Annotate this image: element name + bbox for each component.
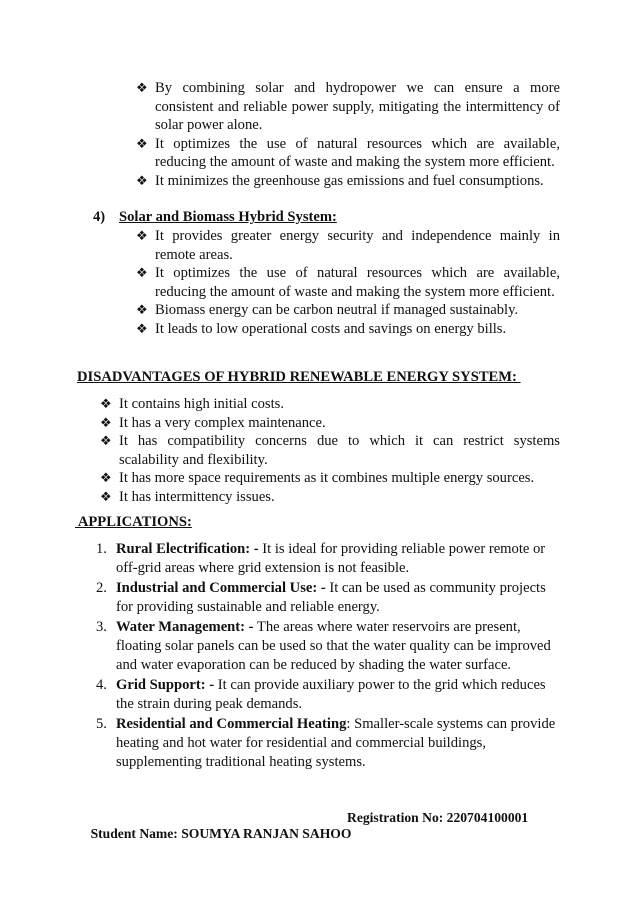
bullet-item	[136, 172, 560, 191]
bullet-text: It optimizes the use of natural resources which are available, reducing the amount of waste and making the system more efficient.	[155, 135, 560, 171]
item-text: : Smaller-scale systems can provide heating and hot water for residential and commercial buildings, supplementing traditional heating systems.	[116, 715, 556, 771]
bullet-diamond-icon: ❖	[136, 228, 148, 243]
bullet-diamond-icon: ❖	[136, 320, 148, 336]
bullet-text: It minimizes the greenhouse gas emissions and fuel consumptions.	[155, 172, 544, 189]
item-number: 5.	[96, 715, 107, 732]
subsection-heading	[93, 208, 337, 227]
bullet-text: It has compatibility concerns due to which it can restrict systems scalability and flexibility.	[119, 433, 560, 468]
item-number: 3.	[96, 618, 107, 635]
bullet-text: It has intermittency issues.	[119, 488, 275, 505]
bullet-diamond-icon: ❖	[136, 135, 148, 151]
bullet-text: It optimizes the use of natural resources which are available, reducing the amount of waste and making the system more efficient.	[155, 265, 560, 300]
applications-heading: APPLICATIONS:	[75, 514, 192, 530]
bullet-text: It provides greater energy security and independence mainly in remote areas.	[155, 228, 560, 263]
bullet-item	[100, 469, 560, 488]
subsection-number: 4)	[93, 209, 106, 225]
bullet-diamond-icon: ❖	[100, 414, 112, 430]
item-text: The areas where water reservoirs are present, floating solar panels can be used so that the water quality can be improved and water evaporation can be reduced by shading the water surface.	[116, 618, 551, 674]
item-number: 2.	[96, 579, 107, 596]
student-name: Student Name: SOUMYA RANJAN SAHOO	[90, 826, 352, 841]
bullet-item	[136, 227, 560, 264]
bullet-item	[100, 488, 560, 507]
bullet-diamond-icon: ❖	[136, 302, 148, 318]
item-term: Water Management: -	[116, 618, 254, 635]
application-item	[96, 715, 566, 773]
item-term: Grid Support: -	[116, 676, 215, 693]
registration-number: Registration No: 220704100001	[347, 810, 529, 825]
bullet-diamond-icon: ❖	[100, 433, 112, 449]
bullet-item	[136, 301, 560, 320]
bullet-item	[100, 414, 560, 433]
item-term: Rural Electrification: -	[116, 541, 259, 557]
page-footer	[77, 810, 529, 874]
item-text: It is ideal for providing reliable power remote or off-grid areas where grid extension is not feasible.	[116, 541, 546, 577]
item-term: Residential and Commercial Heating	[116, 715, 347, 732]
item-number: 1.	[96, 541, 107, 557]
bullet-text: It contains high initial costs.	[119, 396, 284, 412]
bullet-text: It has more space requirements as it combines multiple energy sources.	[119, 470, 535, 487]
item-text: It can provide auxiliary power to the grid which reduces the strain during peak demands.	[116, 676, 546, 713]
bullet-item	[136, 79, 560, 135]
bullet-text: It has a very complex maintenance.	[119, 414, 326, 431]
bullet-diamond-icon: ❖	[136, 265, 148, 281]
subsection-title: Solar and Biomass Hybrid System:	[119, 209, 337, 225]
bullet-item	[136, 320, 560, 339]
application-item	[96, 676, 566, 715]
applications-list	[96, 540, 566, 773]
application-item	[96, 540, 566, 579]
application-item	[96, 618, 566, 676]
application-item	[96, 579, 566, 618]
disadvantages-bullets	[100, 395, 560, 507]
bullet-text: Biomass energy can be carbon neutral if managed sustainably.	[155, 302, 519, 319]
bullet-diamond-icon: ❖	[100, 488, 112, 504]
section-top-bullets	[136, 79, 560, 191]
bullet-diamond-icon: ❖	[136, 172, 148, 188]
bullet-text: It leads to low operational costs and savings on energy bills.	[155, 320, 507, 337]
bullet-item	[100, 395, 560, 414]
section-4-bullets	[136, 227, 560, 339]
bullet-text: By combining solar and hydropower we can ensure a more consistent and reliable power supply, mitigating the intermittency of solar power alone.	[155, 80, 560, 134]
bullet-item	[136, 135, 560, 172]
bullet-diamond-icon: ❖	[100, 396, 112, 411]
bullet-item	[100, 432, 560, 469]
bullet-diamond-icon: ❖	[136, 80, 148, 95]
bullet-item	[136, 264, 560, 301]
item-term: Industrial and Commercial Use: -	[116, 579, 326, 596]
bullet-diamond-icon: ❖	[100, 470, 112, 486]
item-text: It can be used as community projects for providing sustainable and reliable energy.	[116, 579, 546, 616]
disadvantages-heading: DISADVANTAGES OF HYBRID RENEWABLE ENERGY SYSTEM:	[77, 369, 521, 385]
item-number: 4.	[96, 676, 107, 693]
